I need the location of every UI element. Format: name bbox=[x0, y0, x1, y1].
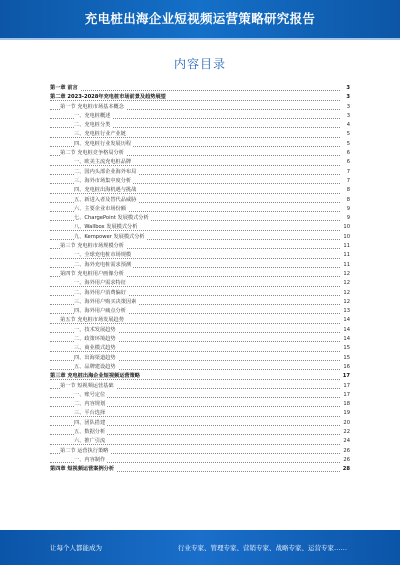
toc-entry-label: 第五节 充电桩市场发展趋势 bbox=[60, 317, 124, 324]
toc-entry[interactable] bbox=[50, 130, 350, 139]
toc-entry[interactable] bbox=[50, 251, 350, 260]
toc-page-number: 5 bbox=[345, 140, 350, 149]
toc-page-number: 12 bbox=[341, 270, 350, 279]
toc-page-number: 22 bbox=[341, 428, 350, 437]
toc-page-number: 14 bbox=[341, 316, 350, 325]
toc-page-number: 8 bbox=[345, 196, 350, 205]
report-title: 充电桩出海企业短视频运营策略研究报告 bbox=[84, 11, 316, 26]
toc-entry[interactable] bbox=[50, 372, 350, 381]
toc-entry[interactable] bbox=[50, 196, 350, 205]
toc-entry[interactable] bbox=[50, 298, 350, 307]
toc-entry-label: 一、技术发展趋势 bbox=[74, 326, 116, 333]
toc-entry-label: 二、海外充电桩需求预测 bbox=[74, 261, 132, 268]
footer-expert-list: 行业专家、管理专家、营销专家、战略专家、运营专家…… bbox=[178, 544, 347, 552]
toc-entry-label: 五、数据分析 bbox=[74, 428, 106, 435]
toc-entry[interactable] bbox=[50, 456, 350, 465]
toc-entry[interactable] bbox=[50, 363, 350, 372]
toc-entry-label: 六、推广引流 bbox=[74, 438, 106, 445]
header-banner bbox=[0, 0, 400, 38]
toc-page-number: 7 bbox=[345, 168, 350, 177]
toc-entry[interactable] bbox=[50, 177, 350, 186]
toc-entry-label: 五、新进入者及替代品威胁 bbox=[74, 196, 137, 203]
toc-entry-label: 第一节 充电桩市场基本概念 bbox=[60, 103, 124, 110]
toc-page-number: 5 bbox=[345, 130, 350, 139]
toc-page-number: 13 bbox=[341, 307, 350, 316]
toc-entry-label: 四、海外用户痛点分析 bbox=[74, 308, 126, 315]
toc-page-number: 11 bbox=[341, 251, 350, 260]
toc-page-number: 28 bbox=[341, 465, 350, 474]
toc-entry-label: 四、出海渠道趋势 bbox=[74, 354, 116, 361]
toc-page-number: 17 bbox=[341, 391, 350, 400]
toc-entry[interactable] bbox=[50, 307, 350, 316]
toc-entry-label: 三、商业模式趋势 bbox=[74, 345, 116, 352]
toc-entry-label: 一、账号定位 bbox=[74, 391, 106, 398]
toc-entry[interactable] bbox=[50, 354, 350, 363]
toc-page-number: 12 bbox=[341, 298, 350, 307]
toc-entry[interactable] bbox=[50, 103, 350, 112]
toc-entry-label: 一、全球充电桩市场规模 bbox=[74, 252, 132, 259]
toc-page-number: 3 bbox=[344, 93, 350, 102]
footer-banner bbox=[0, 530, 400, 565]
toc-page-number: 8 bbox=[345, 186, 350, 195]
toc-page-number: 6 bbox=[345, 158, 350, 167]
toc-entry[interactable] bbox=[50, 289, 350, 298]
toc-entry-label: 二、政策环境趋势 bbox=[74, 336, 116, 343]
toc-page-number: 12 bbox=[341, 279, 350, 288]
toc-page-number: 15 bbox=[341, 344, 350, 353]
toc-entry-label: 二、内容规划 bbox=[74, 401, 106, 408]
toc-entry[interactable] bbox=[50, 419, 350, 428]
toc-page-number: 3 bbox=[345, 112, 350, 121]
toc-page-number: 15 bbox=[341, 354, 350, 363]
toc-entry[interactable] bbox=[50, 326, 350, 335]
toc-entry-label: 二、国内头部企业海外布局 bbox=[74, 168, 137, 175]
toc-entry-label: 一、欧美主流充电桩品牌 bbox=[74, 159, 132, 166]
toc-page-number: 12 bbox=[341, 289, 350, 298]
toc-page-number: 26 bbox=[341, 456, 350, 465]
toc-entry[interactable] bbox=[50, 140, 350, 149]
toc-page-number: 7 bbox=[345, 177, 350, 186]
toc-entry-label: 第二节 运营执行策略 bbox=[60, 447, 109, 454]
toc-entry[interactable] bbox=[50, 437, 350, 446]
toc-page-number: 14 bbox=[341, 335, 350, 344]
toc-entry-label: 四、充电桩行业发展历程 bbox=[74, 140, 132, 147]
toc-page-number: 14 bbox=[341, 326, 350, 335]
toc-entry-label: 第二章 2023-2028年充电桩市场前景及趋势展望 bbox=[50, 94, 166, 101]
toc-entry-label: 三、平台选择 bbox=[74, 410, 106, 417]
toc-entry-label: 第二节 充电桩竞争格局分析 bbox=[60, 150, 124, 157]
toc-entry[interactable] bbox=[50, 168, 350, 177]
toc-entry-label: 四、团队搭建 bbox=[74, 419, 106, 426]
toc-entry-label: 五、品牌建设趋势 bbox=[74, 363, 116, 370]
toc-page-number: 18 bbox=[341, 400, 350, 409]
toc-entry[interactable] bbox=[50, 344, 350, 353]
toc-page-number: 6 bbox=[345, 149, 350, 158]
toc-page-number: 19 bbox=[341, 409, 350, 418]
toc-entry[interactable] bbox=[50, 391, 350, 400]
toc-entry-label: 第三节 充电桩市场规模分析 bbox=[60, 243, 124, 250]
toc-entry[interactable] bbox=[50, 382, 350, 391]
toc-page-number: 16 bbox=[341, 363, 350, 372]
toc-entry[interactable] bbox=[50, 93, 350, 102]
toc-entry[interactable] bbox=[50, 279, 350, 288]
toc-entry-label: 一、海外用户需求特征 bbox=[74, 280, 126, 287]
toc-entry-label: 第一节 短视频运营基础 bbox=[60, 382, 114, 389]
toc-page-number: 9 bbox=[345, 205, 350, 214]
toc-entry-label: 三、海外用户购买决策因素 bbox=[74, 298, 137, 305]
toc-entry[interactable] bbox=[50, 112, 350, 121]
toc-entry-label: 一、内容制作 bbox=[74, 456, 106, 463]
toc-page-number: 17 bbox=[341, 382, 350, 391]
toc-page-number: 3 bbox=[345, 103, 350, 112]
toc-entry[interactable] bbox=[50, 409, 350, 418]
toc-page-number: 3 bbox=[344, 84, 350, 93]
toc-entry[interactable] bbox=[50, 149, 350, 158]
toc-entry[interactable] bbox=[50, 261, 350, 270]
toc-entry-label: 第三章 充电桩出海企业短视频运营策略 bbox=[50, 373, 140, 380]
toc-entry-label: 七、ChargePoint 发展模式分析 bbox=[74, 215, 149, 222]
table-of-contents bbox=[50, 84, 350, 474]
toc-entry[interactable] bbox=[50, 121, 350, 130]
toc-entry-label: 八、Wallbox 发展模式分析 bbox=[74, 224, 138, 231]
toc-leader-dots bbox=[50, 90, 340, 91]
header-divider bbox=[0, 38, 400, 40]
toc-entry[interactable] bbox=[50, 447, 350, 456]
toc-entry[interactable] bbox=[50, 84, 350, 93]
toc-entry[interactable] bbox=[50, 223, 350, 232]
toc-entry[interactable] bbox=[50, 242, 350, 251]
toc-entry[interactable] bbox=[50, 158, 350, 167]
toc-entry-label: 四、充电桩出海机遇与挑战 bbox=[74, 187, 137, 194]
toc-page-number: 4 bbox=[345, 121, 350, 130]
toc-page-number: 17 bbox=[341, 372, 350, 381]
footer-slogan: 让每个人都能成为 bbox=[50, 544, 102, 552]
toc-page-number: 11 bbox=[341, 242, 350, 251]
toc-page-number: 24 bbox=[341, 437, 350, 446]
toc-entry-label: 第四章 短视频运营案例分析 bbox=[50, 466, 115, 473]
toc-page-number: 10 bbox=[341, 233, 350, 242]
toc-page-number: 26 bbox=[341, 447, 350, 456]
toc-entry-label: 一、充电桩概述 bbox=[74, 112, 111, 119]
toc-entry-label: 二、海外用户消费偏好 bbox=[74, 289, 126, 296]
toc-entry-label: 二、充电桩分类 bbox=[74, 122, 111, 129]
toc-page-number: 10 bbox=[341, 223, 350, 232]
toc-entry-label: 三、海外市场集中度分析 bbox=[74, 177, 132, 184]
toc-entry[interactable] bbox=[50, 335, 350, 344]
toc-entry[interactable] bbox=[50, 205, 350, 214]
toc-entry[interactable] bbox=[50, 186, 350, 195]
toc-entry[interactable] bbox=[50, 465, 350, 474]
toc-entry[interactable] bbox=[50, 214, 350, 223]
toc-entry-label: 六、主要企业市场份额 bbox=[74, 205, 126, 212]
toc-entry-label: 第四节 充电桩用户画像分析 bbox=[60, 270, 124, 277]
toc-heading: 内容目录 bbox=[173, 57, 226, 71]
toc-entry-label: 三、充电桩行业产业链 bbox=[74, 131, 126, 138]
toc-entry[interactable] bbox=[50, 233, 350, 242]
toc-entry-label: 九、Kempower 发展模式分析 bbox=[74, 233, 145, 240]
toc-entry[interactable] bbox=[50, 316, 350, 325]
toc-entry[interactable] bbox=[50, 270, 350, 279]
toc-page-number: 9 bbox=[345, 214, 350, 223]
toc-page-number: 11 bbox=[341, 261, 350, 270]
toc-entry[interactable] bbox=[50, 400, 350, 409]
toc-entry-label: 第一章 前言 bbox=[50, 85, 78, 91]
toc-page-number: 20 bbox=[341, 419, 350, 428]
toc-entry[interactable] bbox=[50, 428, 350, 437]
